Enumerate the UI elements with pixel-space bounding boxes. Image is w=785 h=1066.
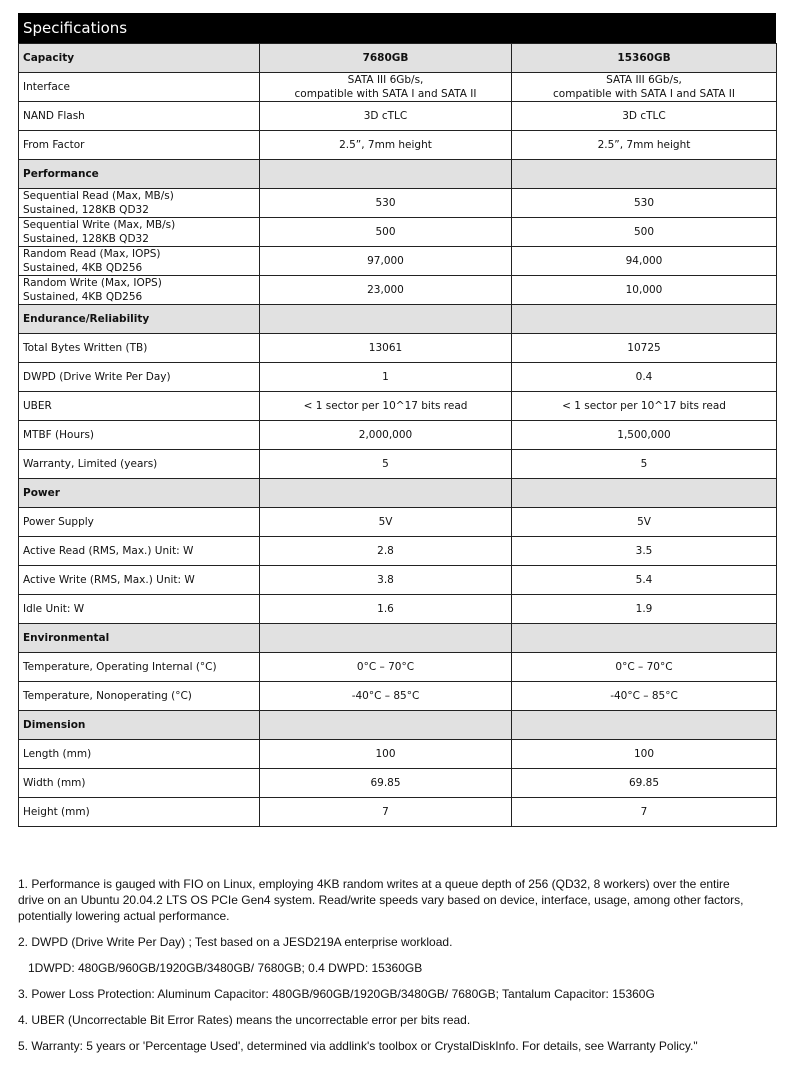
table-row bbox=[19, 740, 777, 769]
table-row bbox=[19, 218, 777, 247]
footnote: 1DWPD: 480GB/960GB/1920GB/3480GB/ 7680GB; 0.4 DWPD: 15360GB bbox=[28, 961, 423, 975]
section-blank-cell bbox=[512, 479, 777, 508]
value-7680gb: 23,000 bbox=[260, 276, 512, 305]
value-7680gb: 1 bbox=[260, 363, 512, 392]
spec-label: Random Write (Max, IOPS) Sustained, 4KB QD256 bbox=[19, 276, 260, 305]
spec-label: Height (mm) bbox=[19, 798, 260, 827]
table-row bbox=[19, 798, 777, 827]
spec-label: Length (mm) bbox=[19, 740, 260, 769]
value-15360gb: 1.9 bbox=[512, 595, 777, 624]
value-15360gb: 500 bbox=[512, 218, 777, 247]
footnotes bbox=[18, 876, 758, 1064]
value-7680gb: 500 bbox=[260, 218, 512, 247]
section-header-row bbox=[19, 711, 777, 740]
table-row bbox=[19, 537, 777, 566]
value-15360gb: SATA III 6Gb/s, compatible with SATA I and SATA II bbox=[512, 73, 777, 102]
spec-table-body bbox=[19, 44, 777, 827]
section-header-row bbox=[19, 305, 777, 334]
value-15360gb: 5 bbox=[512, 450, 777, 479]
value-7680gb: -40°C – 85°C bbox=[260, 682, 512, 711]
value-15360gb: < 1 sector per 10^17 bits read bbox=[512, 392, 777, 421]
section-blank-cell bbox=[260, 305, 512, 334]
value-15360gb: 7 bbox=[512, 798, 777, 827]
specifications-panel bbox=[18, 13, 776, 827]
spec-label: Active Read (RMS, Max.) Unit: W bbox=[19, 537, 260, 566]
value-7680gb: < 1 sector per 10^17 bits read bbox=[260, 392, 512, 421]
spec-label: Active Write (RMS, Max.) Unit: W bbox=[19, 566, 260, 595]
value-7680gb: 2,000,000 bbox=[260, 421, 512, 450]
header-capacity: Capacity bbox=[19, 44, 260, 73]
table-row bbox=[19, 189, 777, 218]
value-7680gb: 1.6 bbox=[260, 595, 512, 624]
table-row bbox=[19, 363, 777, 392]
table-row bbox=[19, 276, 777, 305]
spec-label: Power Supply bbox=[19, 508, 260, 537]
section-title: Performance bbox=[19, 160, 260, 189]
spec-label: MTBF (Hours) bbox=[19, 421, 260, 450]
value-15360gb: 1,500,000 bbox=[512, 421, 777, 450]
specifications-title: Specifications bbox=[18, 13, 776, 43]
table-row bbox=[19, 421, 777, 450]
value-7680gb: SATA III 6Gb/s, compatible with SATA I and SATA II bbox=[260, 73, 512, 102]
value-7680gb: 100 bbox=[260, 740, 512, 769]
table-header-row bbox=[19, 44, 777, 73]
value-15360gb: 530 bbox=[512, 189, 777, 218]
value-15360gb: 3D cTLC bbox=[512, 102, 777, 131]
spec-label: Warranty, Limited (years) bbox=[19, 450, 260, 479]
value-7680gb: 7 bbox=[260, 798, 512, 827]
value-7680gb: 3D cTLC bbox=[260, 102, 512, 131]
value-15360gb: 2.5”, 7mm height bbox=[512, 131, 777, 160]
value-7680gb: 97,000 bbox=[260, 247, 512, 276]
table-row bbox=[19, 682, 777, 711]
spec-label: DWPD (Drive Write Per Day) bbox=[19, 363, 260, 392]
value-15360gb: -40°C – 85°C bbox=[512, 682, 777, 711]
spec-label: Interface bbox=[19, 73, 260, 102]
table-row bbox=[19, 102, 777, 131]
value-15360gb: 100 bbox=[512, 740, 777, 769]
spec-table bbox=[18, 43, 777, 827]
spec-label: Total Bytes Written (TB) bbox=[19, 334, 260, 363]
value-15360gb: 0.4 bbox=[512, 363, 777, 392]
footnote: 4. UBER (Uncorrectable Bit Error Rates) means the uncorrectable error per bits read. bbox=[18, 1013, 471, 1027]
spec-label: Sequential Read (Max, MB/s) Sustained, 128KB QD32 bbox=[19, 189, 260, 218]
table-row bbox=[19, 653, 777, 682]
section-title: Environmental bbox=[19, 624, 260, 653]
table-row bbox=[19, 595, 777, 624]
section-blank-cell bbox=[260, 160, 512, 189]
section-header-row bbox=[19, 624, 777, 653]
section-title: Dimension bbox=[19, 711, 260, 740]
section-blank-cell bbox=[260, 624, 512, 653]
header-7680gb: 7680GB bbox=[260, 44, 512, 73]
footnote: 1. Performance is gauged with FIO on Linux, employing 4KB random writes at a queue depth of 256 (QD32, 8 workers) over the entire drive on an Ubuntu 20.04.2 LTS OS PCIe Gen4 system. Read/write speeds vary based on device, interface, usage, among other factors, potentially lowering actual performance. bbox=[18, 877, 744, 923]
value-15360gb: 3.5 bbox=[512, 537, 777, 566]
value-7680gb: 5V bbox=[260, 508, 512, 537]
table-row bbox=[19, 450, 777, 479]
spec-label: Width (mm) bbox=[19, 769, 260, 798]
value-15360gb: 5V bbox=[512, 508, 777, 537]
spec-label: UBER bbox=[19, 392, 260, 421]
table-row bbox=[19, 566, 777, 595]
value-15360gb: 69.85 bbox=[512, 769, 777, 798]
value-7680gb: 2.8 bbox=[260, 537, 512, 566]
section-title: Power bbox=[19, 479, 260, 508]
table-row bbox=[19, 73, 777, 102]
table-row bbox=[19, 392, 777, 421]
table-row bbox=[19, 334, 777, 363]
table-row bbox=[19, 247, 777, 276]
spec-label: Temperature, Nonoperating (°C) bbox=[19, 682, 260, 711]
value-7680gb: 13061 bbox=[260, 334, 512, 363]
table-row bbox=[19, 508, 777, 537]
spec-label: NAND Flash bbox=[19, 102, 260, 131]
value-15360gb: 10,000 bbox=[512, 276, 777, 305]
value-7680gb: 69.85 bbox=[260, 769, 512, 798]
value-7680gb: 5 bbox=[260, 450, 512, 479]
value-7680gb: 2.5”, 7mm height bbox=[260, 131, 512, 160]
section-blank-cell bbox=[512, 624, 777, 653]
value-7680gb: 3.8 bbox=[260, 566, 512, 595]
value-15360gb: 5.4 bbox=[512, 566, 777, 595]
table-row bbox=[19, 769, 777, 798]
spec-label: Sequential Write (Max, MB/s) Sustained, 128KB QD32 bbox=[19, 218, 260, 247]
table-row bbox=[19, 131, 777, 160]
spec-label: Idle Unit: W bbox=[19, 595, 260, 624]
value-15360gb: 94,000 bbox=[512, 247, 777, 276]
section-blank-cell bbox=[260, 711, 512, 740]
value-7680gb: 0°C – 70°C bbox=[260, 653, 512, 682]
footnote: 3. Power Loss Protection: Aluminum Capacitor: 480GB/960GB/1920GB/3480GB/ 7680GB; Tantalum Capacitor: 15360G bbox=[18, 987, 655, 1001]
value-7680gb: 530 bbox=[260, 189, 512, 218]
section-title: Endurance/Reliability bbox=[19, 305, 260, 334]
section-header-row bbox=[19, 479, 777, 508]
section-blank-cell bbox=[512, 305, 777, 334]
footnote: 5. Warranty: 5 years or 'Percentage Used', determined via addlink's toolbox or CrystalDiskInfo. For details, see Warranty Policy." bbox=[18, 1039, 698, 1053]
value-15360gb: 0°C – 70°C bbox=[512, 653, 777, 682]
section-header-row bbox=[19, 160, 777, 189]
spec-label: Random Read (Max, IOPS) Sustained, 4KB QD256 bbox=[19, 247, 260, 276]
footnote: 2. DWPD (Drive Write Per Day) ; Test based on a JESD219A enterprise workload. bbox=[18, 935, 453, 949]
spec-label: Temperature, Operating Internal (°C) bbox=[19, 653, 260, 682]
section-blank-cell bbox=[512, 160, 777, 189]
section-blank-cell bbox=[512, 711, 777, 740]
header-15360gb: 15360GB bbox=[512, 44, 777, 73]
value-15360gb: 10725 bbox=[512, 334, 777, 363]
spec-label: From Factor bbox=[19, 131, 260, 160]
section-blank-cell bbox=[260, 479, 512, 508]
